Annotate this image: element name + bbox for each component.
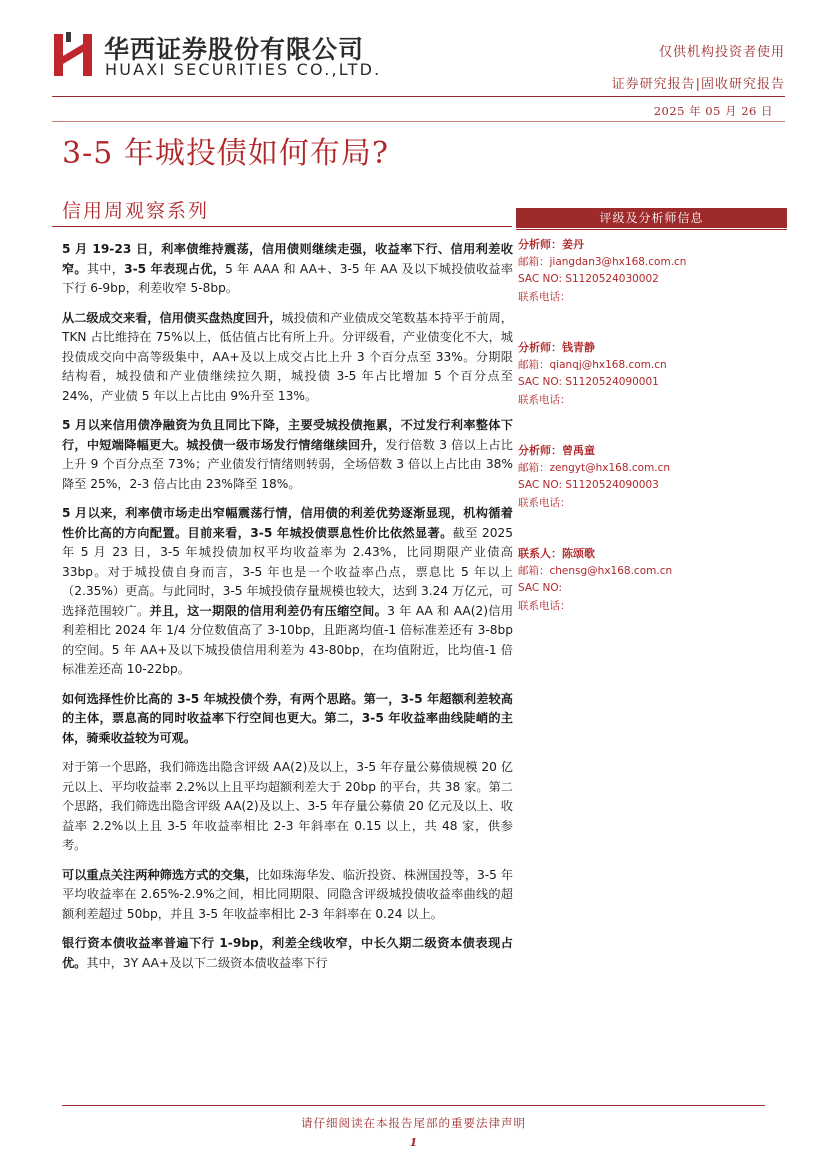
analyst-email[interactable]: 邮箱：qianqj@hx168.com.cn xyxy=(518,358,667,371)
footer-divider xyxy=(62,1105,765,1106)
analyst-card xyxy=(518,236,787,306)
analyst-phone: 联系电话： xyxy=(518,393,571,406)
paragraph-7-text: 比如珠海华发、临沂投资、株洲国投等，3-5 年平均收益率在 2.65%-2.9%之间，相比同期限、同隐含评级城投债收益率曲线的超额利差超过 50bp，并且 3-5 年收益率相比 2-3 年斜率在 0.24 以上。 xyxy=(62,867,514,921)
analyst-name: 分析师：钱青静 xyxy=(518,341,595,354)
paragraph-4-highlight: 并且，这一期限的信用利差仍有压缩空间。 xyxy=(149,603,388,618)
analyst-phone: 联系电话： xyxy=(518,496,571,509)
paragraph-1-text-a: 其中， xyxy=(86,261,125,276)
report-type-tag: 证券研究报告|固收研究报告 xyxy=(611,77,785,92)
paragraph-4-text-a: 截至 2025 年 5 月 23 日，3-5 年城投债加权平均收益率为 2.43%，比同期限产业债高 33bp。对于城投债自身而言，3-5 年也是一个收益率凸点，票息比 5 年以上（2.35%）更高。与此同时，3-5 年城投债存量规模也较大，达到 3.24 万亿元，可选择范围较广。 xyxy=(62,525,513,618)
contact-email[interactable]: 邮箱：chensg@hx168.com.cn xyxy=(518,564,673,577)
paragraph-3-lead: 5 月以来信用债净融资为负且同比下降，主要受城投债拖累，不过发行利率整体下行，中短端降幅更大。城投债一级市场发行情绪继续回升， xyxy=(62,418,513,452)
analyst-email[interactable]: 邮箱：zengyt@hx168.com.cn xyxy=(518,461,671,474)
analyst-sac: SAC NO: S1120524030002 xyxy=(518,273,659,285)
paragraph-7 xyxy=(62,866,513,925)
company-name-cn: 华西证券股份有限公司 xyxy=(104,35,365,64)
report-date: 2025 年 05 月 26 日 xyxy=(653,104,773,118)
analyst-name: 分析师：姜丹 xyxy=(518,238,584,251)
paragraph-2 xyxy=(62,309,513,407)
paragraph-4-text-b: 3 年 AA 和 AA(2)信用利差相比 2024 年 1/4 分位数值高了 3-10bp，且距离均值-1 倍标准差还有 3-8bp 的空间。5 年 AA+及以下城投债信用利差为 43-80bp，在均值附近，比均值-1 倍标准差还高 10-22bp。 xyxy=(62,603,514,676)
series-title: 信用周观察系列 xyxy=(62,200,210,222)
contact-phone: 联系电话： xyxy=(518,599,571,612)
page-number: 1 xyxy=(409,1136,418,1149)
paragraph-4-lead: 5 月以来，利率债市场走出窄幅震荡行情，信用债的利差优势逐渐显现，机构循着性价比高的方向配置。目前来看，3-5 年城投债票息性价比依然显著。 xyxy=(62,506,513,540)
header-divider xyxy=(52,96,785,97)
analyst-card xyxy=(518,339,787,409)
contact-card xyxy=(518,545,787,615)
analyst-sac: SAC NO: S1120524090001 xyxy=(518,376,659,388)
paragraph-8 xyxy=(62,934,513,973)
paragraph-2-lead: 从二级成交来看，信用债买盘热度回升， xyxy=(62,310,282,325)
date-divider xyxy=(52,121,785,122)
company-name-en: HUAXI SECURITIES CO.,LTD. xyxy=(105,60,382,79)
contact-sac: SAC NO: xyxy=(518,582,562,594)
contact-name: 联系人：陈颂歌 xyxy=(518,547,595,560)
analyst-info-header: 评级及分析师信息 xyxy=(516,208,787,228)
analyst-email[interactable]: 邮箱：jiangdan3@hx168.com.cn xyxy=(518,255,687,268)
paragraph-1-highlight: 3-5 年表现占优， xyxy=(124,261,226,276)
audience-tag: 仅供机构投资者使用 xyxy=(658,45,785,60)
analyst-phone: 联系电话： xyxy=(518,290,571,303)
legal-disclaimer: 请仔细阅读在本报告尾部的重要法律声明 xyxy=(301,1116,526,1130)
paragraph-6: 对于第一个思路，我们筛选出隐含评级 AA(2)及以上，3-5 年存量公募债规模 20 亿元以上、平均收益率 2.2%以上且平均超额利差大于 20bp 的平台，共 38 家。第二个思路，我们筛选出隐含评级 AA(2)及以上、3-5 年存量公募债 20 亿元及以上、收益率 2.2%以上且 3-5 年收益率相比 2-3 年斜率在 0.15 以上，共 48 家，供参考。 xyxy=(62,760,513,852)
paragraph-5 xyxy=(62,690,513,749)
paragraph-1 xyxy=(62,240,513,299)
paragraph-8-text: 其中，3Y AA+及以下二级资本债收益率下行 xyxy=(86,955,328,970)
analyst-sac: SAC NO: S1120524090003 xyxy=(518,479,659,491)
paragraph-2-text: 城投债和产业债成交笔数基本持平于前周，TKN 占比维持在 75%以上，低估值占比有所上升。分评级看，产业债变化不大，城投债成交向中高等级集中，AA+及以上成交占比上升 3 个百分点至 33%。分期限结构看，城投债和产业债继续拉久期，城投债 3-5 年占比增加 5 个百分点至 24%，产业债 5 年以上占比由 9%升至 13%。 xyxy=(62,310,513,403)
report-title: 3-5 年城投债如何布局? xyxy=(62,136,389,171)
paragraph-3 xyxy=(62,416,513,494)
analyst-info-list xyxy=(518,236,787,648)
analyst-name: 分析师：曾禹童 xyxy=(518,444,595,457)
huaxi-logo-icon xyxy=(52,30,94,78)
paragraph-4 xyxy=(62,504,513,680)
analyst-card xyxy=(518,442,787,512)
paragraph-1-lead: 5 月 19-23 日，利率债维持震荡，信用债则继续走强，收益率下行、信用利差收窄。 xyxy=(62,242,513,276)
paragraph-3-text: 发行倍数 3 倍以上占比上升 9 个百分点至 73%；产业债发行情绪则转弱，全场倍数 3 倍以上占比由 38%降至 25%，2-3 倍占比由 23%降至 18%。 xyxy=(62,437,513,491)
paragraph-5-lead: 如何选择性价比高的 3-5 年城投债个券，有两个思路。第一，3-5 年超额利差较高的主体，票息高的同时收益率下行空间也更大。第二，3-5 年收益率曲线陡峭的主体，骑乘收益较为可观。 xyxy=(62,691,513,745)
report-body xyxy=(62,240,513,983)
paragraph-8-lead: 银行资本债收益率普遍下行 1-9bp，利差全线收窄，中长久期二级资本债表现占优。 xyxy=(62,936,513,970)
paragraph-1-text-b: 5 年 AAA 和 AA+、3-5 年 AA 及以下城投债收益率下行 6-9bp，利差收窄 5-8bp。 xyxy=(62,261,514,295)
paragraph-7-lead: 可以重点关注两种筛选方式的交集， xyxy=(62,867,258,882)
analyst-info-divider xyxy=(516,229,787,230)
series-divider xyxy=(52,226,512,227)
